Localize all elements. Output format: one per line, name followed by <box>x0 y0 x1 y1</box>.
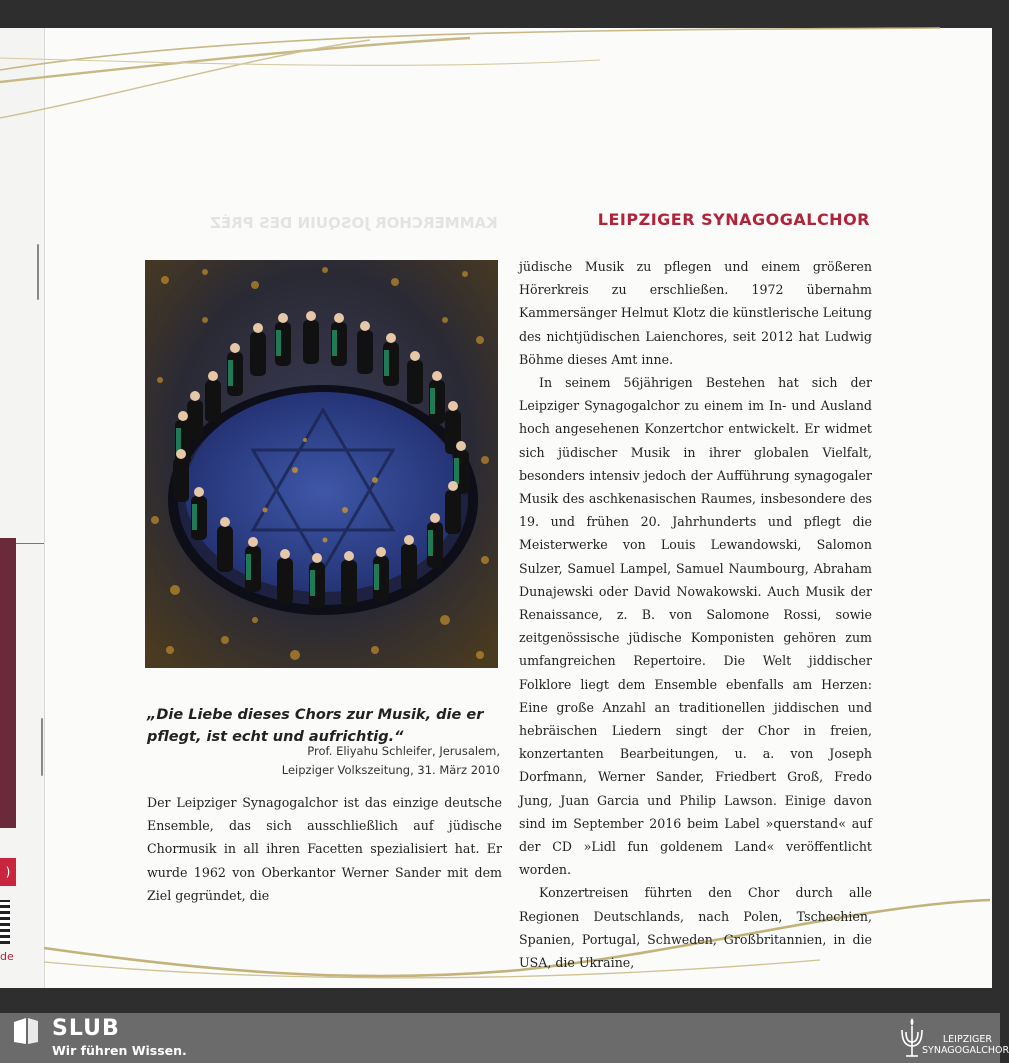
quote-source <box>248 742 500 780</box>
body-paragraph: In seinem 56jährigen Bestehen hat sich der Leipziger Synagogalchor zu einem im In- und Ausland hoch angesehenen Konzertchor entwickelt. Er widmet sich jüdischer Musik in ihrer globalen Vielfalt, besonders intensiv jedoch der Aufführung synagogaler Musik des aschkenasischen Raumes, insbesondere des 19. und frühen 20. Jahrhunderts und pflegt die Meisterwerke von Louis Lewandowski, Salomon Sulzer, Samuel Lampel, Samuel Naumbourg, Abraham Dunajewski oder David Nowakowski. Auch Musik der Renaissance, z. B. von Salomone Rossi, sowie zeitgenössische jüdische Komponisten gehören zum umfangreichen Repertoire. Die Welt jiddischer Folklore liegt dem Ensemble ebenfalls am Herzen: Eine große Anzahl an traditionellen jiddischen und hebräischen Liedern singt der Chor in freien, konzertanten Bearbeitungen, u. a. von Joseph Dorfmann, Werner Sander, Friedbert Groß, Fredo Jung, Juan Garcia und Philip Lawson. Einige davon sind im September 2016 beim Label »querstand« auf der CD »Lidl fun goldenem Land« veröffentlicht worden. <box>519 375 872 878</box>
edge-text-fragment: de <box>0 950 14 963</box>
right-text-column <box>519 255 872 974</box>
slub-book-icon[interactable] <box>12 1016 40 1046</box>
quote-source-publication: Leipziger Volkszeitung, 31. März 2010 <box>281 763 500 777</box>
body-paragraph: jüdische Musik zu pflegen und einem größeren Hörerkreis zu erschließen. 1972 übernahm Kammersänger Helmut Klotz die künstlerische Leitung des nichtjüdischen Laienchores, seit 2012 hat Ludwig Böhme dieses Amt inne. <box>519 259 872 367</box>
section-title: LEIPZIGER SYNAGOGALCHOR <box>597 210 870 229</box>
choir-wordmark-line2: SYNAGOGALCHOR <box>922 1045 1009 1056</box>
left-text-column <box>147 791 502 907</box>
choir-wordmark-line1: LEIPZIGER <box>942 1034 992 1045</box>
pull-quote: „Die Liebe dieses Chors zur Musik, die er pflegt, ist echt und aufrichtig.“ <box>147 707 484 745</box>
slub-brand[interactable]: SLUB <box>52 1016 120 1041</box>
choir-photo <box>145 260 498 668</box>
quote-source-author: Prof. Eliyahu Schleifer, Jerusalem, <box>307 744 500 758</box>
body-paragraph: Konzertreisen führten den Chor durch alle Regionen Deutschlands, nach Polen, Tschechien, Spanien, Portugal, Schweden, Großbritannien, in die USA, die Ukraine, <box>519 885 872 971</box>
mirrored-bleed-text: KAMMERCHOR JOSQUIN DES PRÉZ <box>210 214 498 232</box>
slub-tagline: Wir führen Wissen. <box>52 1043 187 1058</box>
body-paragraph: Der Leipziger Synagogalchor ist das einzige deutsche Ensemble, das sich ausschließlich auf jüdische Chormusik in all ihren Facetten spezialisiert hat. Er wurde 1962 von Oberkantor Werner Sander mit dem Ziel gegründet, die <box>147 795 502 903</box>
edge-red-box: ) <box>0 858 16 886</box>
staple-bottom <box>41 718 43 776</box>
choir-wordmark <box>922 1034 1009 1056</box>
staple-top <box>37 244 39 300</box>
